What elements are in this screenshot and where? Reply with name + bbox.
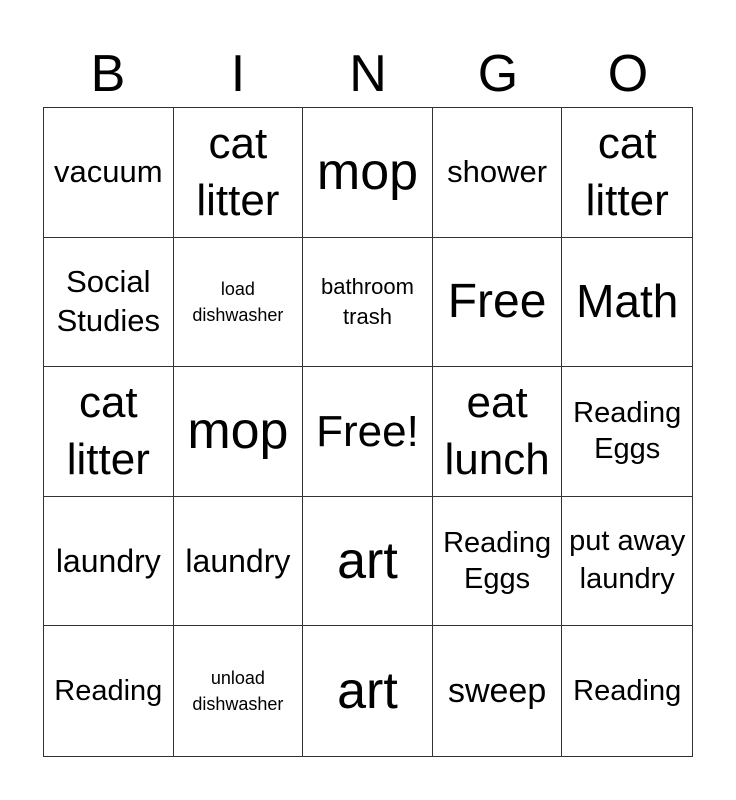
cell-label: mop: [316, 143, 419, 201]
bingo-cell-r4-c3[interactable]: [303, 497, 433, 627]
cell-label: unload dishwasher: [192, 668, 284, 715]
cell-label: Free: [447, 274, 547, 328]
cell-label: sweep: [447, 671, 547, 710]
bingo-cell-r5-c5[interactable]: [562, 626, 692, 756]
cell-label: eat lunch: [444, 378, 550, 485]
bingo-cell-r1-c4[interactable]: [433, 108, 563, 238]
cell-label: vacuum: [54, 153, 163, 189]
bingo-cell-r5-c1[interactable]: [44, 626, 174, 756]
bingo-cell-r1-c3[interactable]: [303, 108, 433, 238]
bingo-cell-r2-c4[interactable]: [433, 238, 563, 368]
bingo-cell-r5-c4[interactable]: [433, 626, 563, 756]
cell-label: cat litter: [196, 119, 280, 226]
bingo-cell-r3-c5[interactable]: [562, 367, 692, 497]
bingo-cell-r3-c3[interactable]: [303, 367, 433, 497]
cell-label: Reading: [573, 675, 682, 708]
cell-label: Free!: [316, 406, 419, 456]
cell-label: Reading: [54, 675, 163, 708]
bingo-cell-r3-c4[interactable]: [433, 367, 563, 497]
header-letter-n: N: [349, 45, 387, 103]
bingo-header: [43, 40, 693, 108]
header-letter-g: G: [477, 45, 519, 103]
cell-label: Reading Eggs: [443, 526, 552, 596]
cell-label: Math: [576, 274, 679, 327]
cell-label: Reading Eggs: [573, 397, 682, 466]
cell-label: laundry: [55, 543, 161, 580]
bingo-cell-r1-c1[interactable]: [44, 108, 174, 238]
cell-label: cat litter: [66, 378, 150, 485]
bingo-cell-r4-c2[interactable]: [174, 497, 304, 627]
bingo-cell-r2-c3[interactable]: [303, 238, 433, 368]
cell-label: put away laundry: [569, 525, 686, 596]
cell-label: bathroom trash: [321, 274, 414, 329]
bingo-cell-r1-c5[interactable]: [562, 108, 692, 238]
cell-label: Social Studies: [56, 264, 160, 338]
bingo-board: [43, 107, 693, 757]
bingo-cell-r4-c5[interactable]: [562, 497, 692, 627]
header-letter-i: I: [230, 45, 246, 103]
header-letter-o: O: [607, 45, 649, 103]
cell-label: mop: [187, 402, 289, 461]
cell-label: art: [337, 661, 398, 720]
bingo-cell-r1-c2[interactable]: [174, 108, 304, 238]
header-letter-b: B: [90, 45, 126, 103]
cell-label: load dishwasher: [192, 278, 284, 325]
bingo-cell-r2-c1[interactable]: [44, 238, 174, 368]
cell-label: cat litter: [585, 119, 669, 226]
cell-label: shower: [447, 153, 548, 189]
bingo-cell-r4-c1[interactable]: [44, 497, 174, 627]
bingo-cell-r4-c4[interactable]: [433, 497, 563, 627]
bingo-cell-r2-c2[interactable]: [174, 238, 304, 368]
bingo-cell-r3-c1[interactable]: [44, 367, 174, 497]
cell-label: laundry: [185, 543, 291, 580]
bingo-cell-r5-c3[interactable]: [303, 626, 433, 756]
cell-label: art: [337, 531, 398, 590]
bingo-cell-r5-c2[interactable]: [174, 626, 304, 756]
bingo-cell-r3-c2[interactable]: [174, 367, 304, 497]
bingo-cell-r2-c5[interactable]: [562, 238, 692, 368]
